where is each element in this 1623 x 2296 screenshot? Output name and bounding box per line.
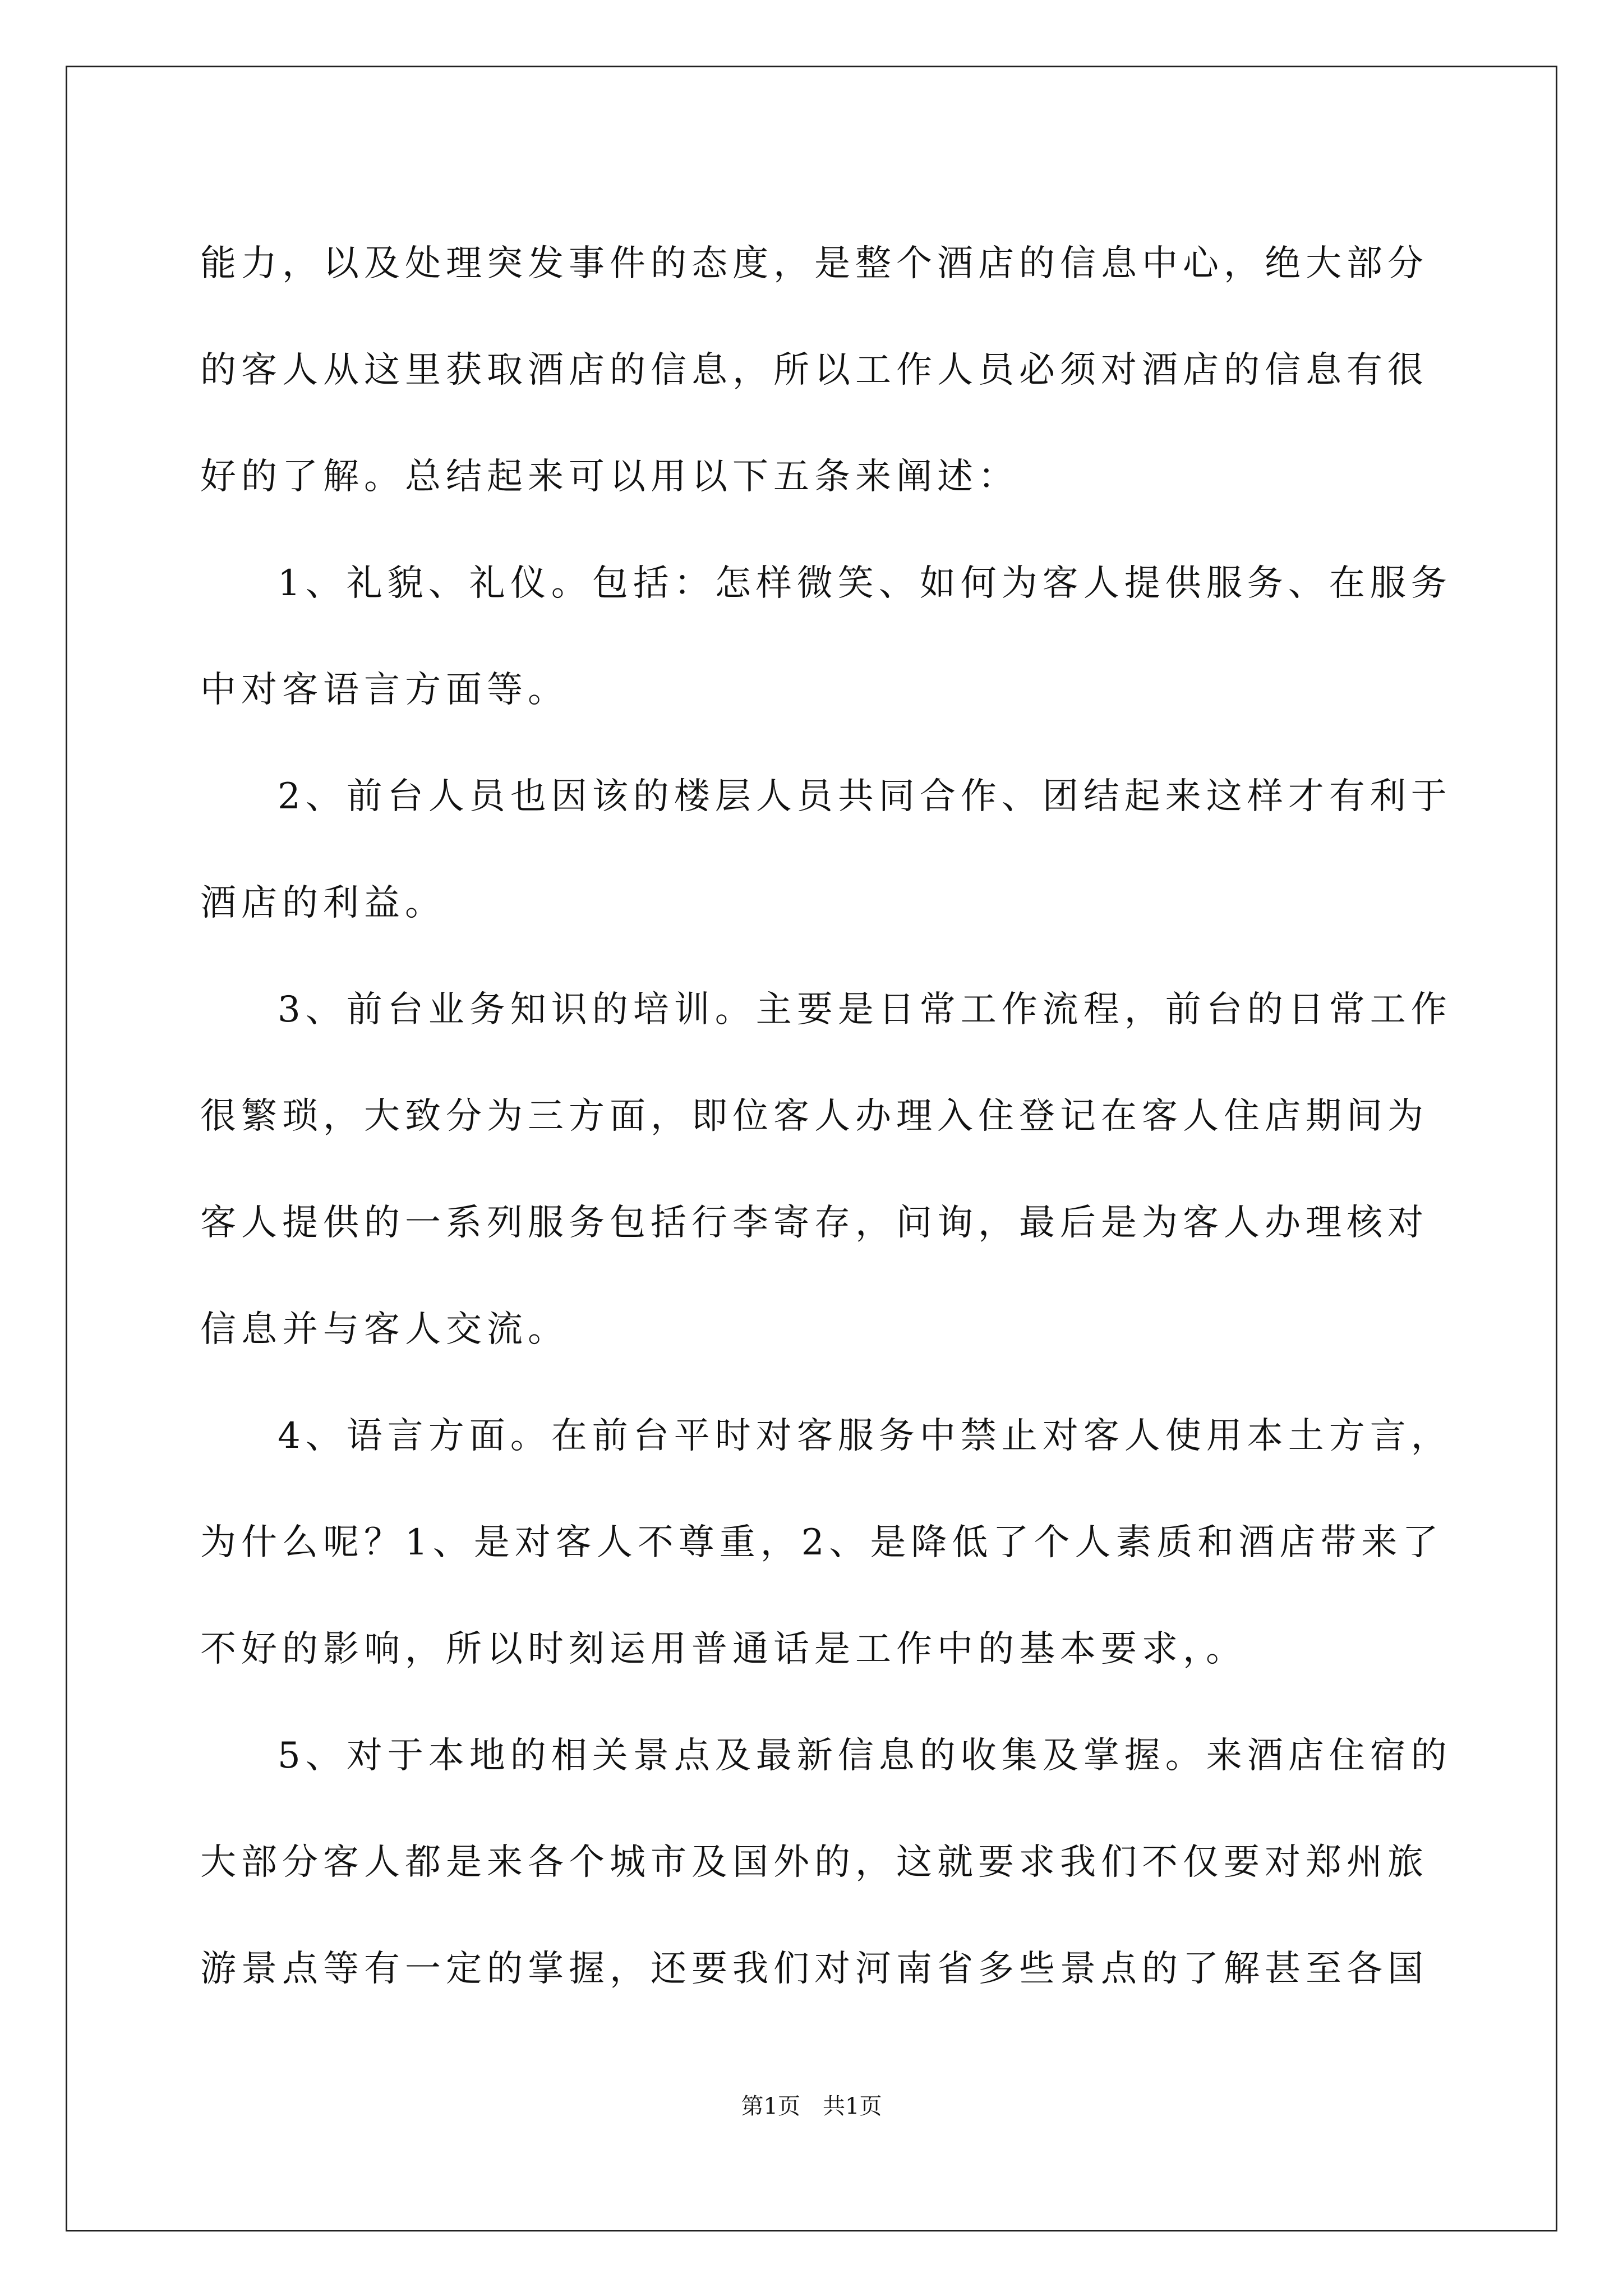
text-line: 1、礼貌、礼仪。包括：怎样微笑、如何为客人提供服务、在服务 xyxy=(278,563,1452,604)
text-line: 好的了解。总结起来可以用以下五条来阐述： xyxy=(200,456,1019,498)
text-line: 3、前台业务知识的培训。主要是日常工作流程，前台的日常工作 xyxy=(278,989,1452,1030)
paragraph-item-4 xyxy=(200,1383,1452,1703)
text-line: 很繁琐，大致分为三方面，即位客人办理入住登记在客人住店期间为 xyxy=(200,1096,1428,1137)
paragraph-intro xyxy=(200,210,1434,530)
text-line: 客人提供的一系列服务包括行李寄存，问询，最后是为客人办理核对 xyxy=(200,1202,1428,1244)
text-line: 5、对于本地的相关景点及最新信息的收集及掌握。来酒店住宿的 xyxy=(278,1735,1452,1777)
text-line: 不好的影响，所以时刻运用普通话是工作中的基本要求，。 xyxy=(200,1628,1247,1670)
document-body xyxy=(200,210,1452,2022)
text-line: 为什么呢？1、是对客人不尊重，2、是降低了个人素质和酒店带来了 xyxy=(200,1522,1444,1563)
page-number-footer: 第1页 共1页 xyxy=(741,2093,882,2119)
paragraph-item-2 xyxy=(200,743,1452,956)
text-line: 能力，以及处理突发事件的态度，是整个酒店的信息中心，绝大部分 xyxy=(200,243,1428,284)
text-line: 中对客语言方面等。 xyxy=(200,669,569,711)
text-line: 2、前台人员也因该的楼层人员共同合作、团结起来这样才有利于 xyxy=(278,776,1452,817)
text-line: 游景点等有一定的掌握，还要我们对河南省多些景点的了解甚至各国 xyxy=(200,1948,1428,1990)
text-line: 信息并与客人交流。 xyxy=(200,1309,569,1350)
text-line: 大部分客人都是来各个城市及国外的，这就要求我们不仅要对郑州旅 xyxy=(200,1842,1428,1883)
paragraph-item-1 xyxy=(200,530,1452,743)
text-line: 的客人从这里获取酒店的信息，所以工作人员必须对酒店的信息有很 xyxy=(200,349,1428,391)
text-line: 酒店的利益。 xyxy=(200,882,446,924)
paragraph-item-3 xyxy=(200,956,1452,1383)
paragraph-item-5 xyxy=(200,1703,1452,2022)
text-line: 4、语言方面。在前台平时对客服务中禁止对客人使用本土方言， xyxy=(278,1415,1452,1457)
